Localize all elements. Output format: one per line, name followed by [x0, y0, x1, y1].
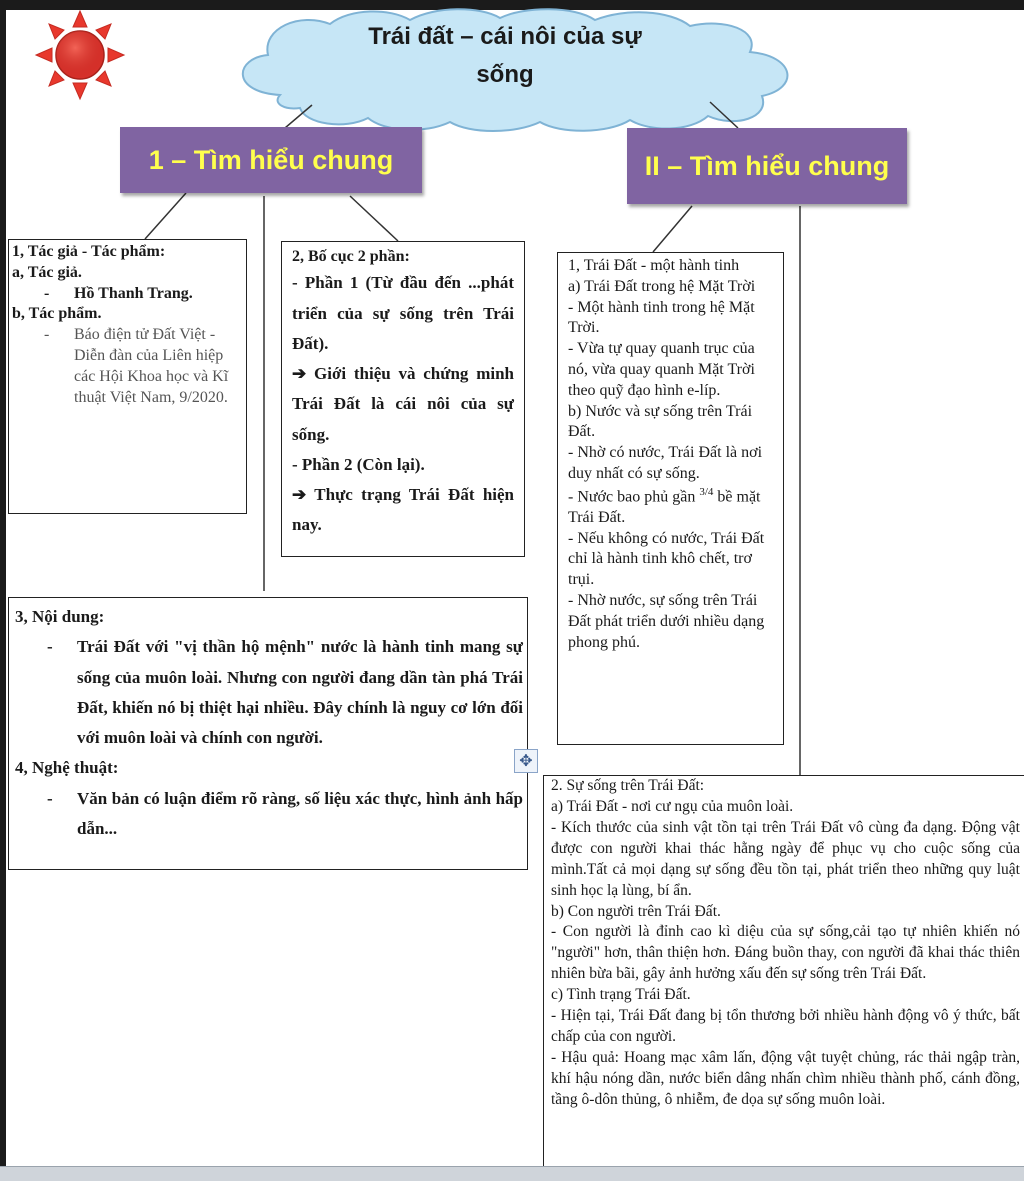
earth-state-label: c) Tình trạng Trái Đất.: [551, 986, 691, 1004]
content-art-box: [8, 597, 528, 870]
water-life-point-4: - Nhờ nước, sự sống trên Trái Đất phát triển dưới nhiều dạng phong phú.: [568, 592, 765, 651]
page-title: Trái đất – cái nôi của sự sống: [368, 23, 642, 88]
art-text: - Văn bản có luận điểm rõ ràng, số liệu xác thực, hình ảnh hấp dẫn...: [15, 784, 523, 845]
humans-label: b) Con người trên Trái Đất.: [551, 902, 721, 920]
work-source: - Báo điện tử Đất Việt - Diễn đàn của Liên hiệp các Hội Khoa học và Kĩ thuật Việt Nam, 9/2020.: [12, 325, 243, 408]
sun-icon: [36, 11, 124, 99]
solar-system-point-1: - Một hành tinh trong hệ Mặt Trời.: [568, 298, 755, 337]
earth-state-text-2: - Hậu quả: Hoang mạc xâm lấn, động vật tuyệt chủng, rác thải ngập tràn, khí hậu nóng dần, nước biển dâng nhấn chìm nhiều thành phố, cánh đồng, tầng ô-dôn thủng, ô nhiễm, đe dọa sự sống muôn loài.: [551, 1048, 1020, 1108]
author-work-heading: 1, Tác giả - Tác phẩm:: [12, 243, 166, 260]
water-life-label: b) Nước và sự sống trên Trái Đất.: [568, 402, 753, 441]
water-life-point-2: - Nước bao phủ gần $^{3/4}$ bề mặt Trái Đất.: [568, 485, 761, 526]
structure-part1: - Phần 1 (Từ đầu đến ...phát triển của sự sống trên Trái Đất).: [292, 273, 514, 353]
content-text: - Trái Đất với "vị thần hộ mệnh" nước là hành tinh mang sự sống của muôn loài. Nhưng con người đang dần tàn phá Trái Đất, khiến nó bị thiệt hại nhiều. Đây chính là nguy cơ lớn đối với muôn loài và chính con người.: [15, 632, 523, 753]
structure-part1-summary: ➔ Giới thiệu và chứng minh Trái Đất là cái nôi của sự sống.: [292, 364, 514, 444]
structure-part2-summary: ➔ Thực trạng Trái Đất hiện nay.: [292, 485, 514, 535]
habitat-label: a) Trái Đất - nơi cư ngụ của muôn loài.: [551, 797, 794, 815]
solar-system-label: a) Trái Đất trong hệ Mặt Trời: [568, 277, 756, 295]
banner-left: 1 – Tìm hiểu chung: [120, 127, 422, 193]
water-life-point-1: - Nhờ có nước, Trái Đất là nơi duy nhất có sự sống.: [568, 444, 763, 482]
earth-planet-box: [557, 252, 784, 745]
water-life-point-3: - Nếu không có nước, Trái Đất chỉ là hành tinh khô chết, trơ trụi.: [568, 529, 765, 589]
work-label: b, Tác phẩm.: [12, 305, 102, 323]
move-handle-icon[interactable]: ✥: [514, 749, 538, 773]
author-work-box: [8, 239, 247, 514]
art-label: 4, Nghệ thuật:: [15, 758, 119, 778]
author-label: a, Tác giả.: [12, 263, 82, 281]
solar-system-point-2: - Vừa tự quay quanh trục của nó, vừa quay quanh Mặt Trời theo quỹ đạo hình e-líp.: [568, 340, 755, 399]
humans-text: - Con người là đỉnh cao kì diệu của sự sống,cải tạo tự nhiên khiến nó "người" hơn, thân thiện hơn. Đáng buồn thay, con người đã khai thác thiên nhiên bừa bãi, gây ảnh hưởng xấu đến sự sống trên Trái Đất.: [551, 923, 1020, 983]
life-heading: 2. Sự sống trên Trái Đất:: [551, 777, 705, 794]
structure-box: [281, 241, 525, 557]
structure-heading: 2, Bố cục 2 phần:: [292, 248, 410, 265]
earth-planet-heading: 1, Trái Đất - một hành tinh: [568, 257, 740, 274]
earth-state-text-1: - Hiện tại, Trái Đất đang bị tổn thương bởi nhiều hành động vô ý thức, bất chấp của con người.: [551, 1007, 1020, 1046]
content-label: 3, Nội dung:: [15, 607, 105, 626]
life-on-earth-box: [543, 775, 1024, 1170]
structure-part2: - Phần 2 (Còn lại).: [292, 454, 425, 474]
banner-right: II – Tìm hiểu chung: [627, 128, 907, 204]
habitat-text: - Kích thước của sinh vật tồn tại trên Trái Đất vô cùng đa dạng. Động vật được con người khai thác hằng ngày để phục vụ cho cuộc sống của mình.Tất cả mọi dạng sự sống đều tồn tại, phát triển theo những quy luật sinh học lạ lùng, bí ẩn.: [551, 818, 1020, 899]
author-name: - Hồ Thanh Trang.: [12, 284, 243, 305]
fraction: 3/4: [699, 485, 714, 498]
status-bar: [0, 1166, 1024, 1181]
